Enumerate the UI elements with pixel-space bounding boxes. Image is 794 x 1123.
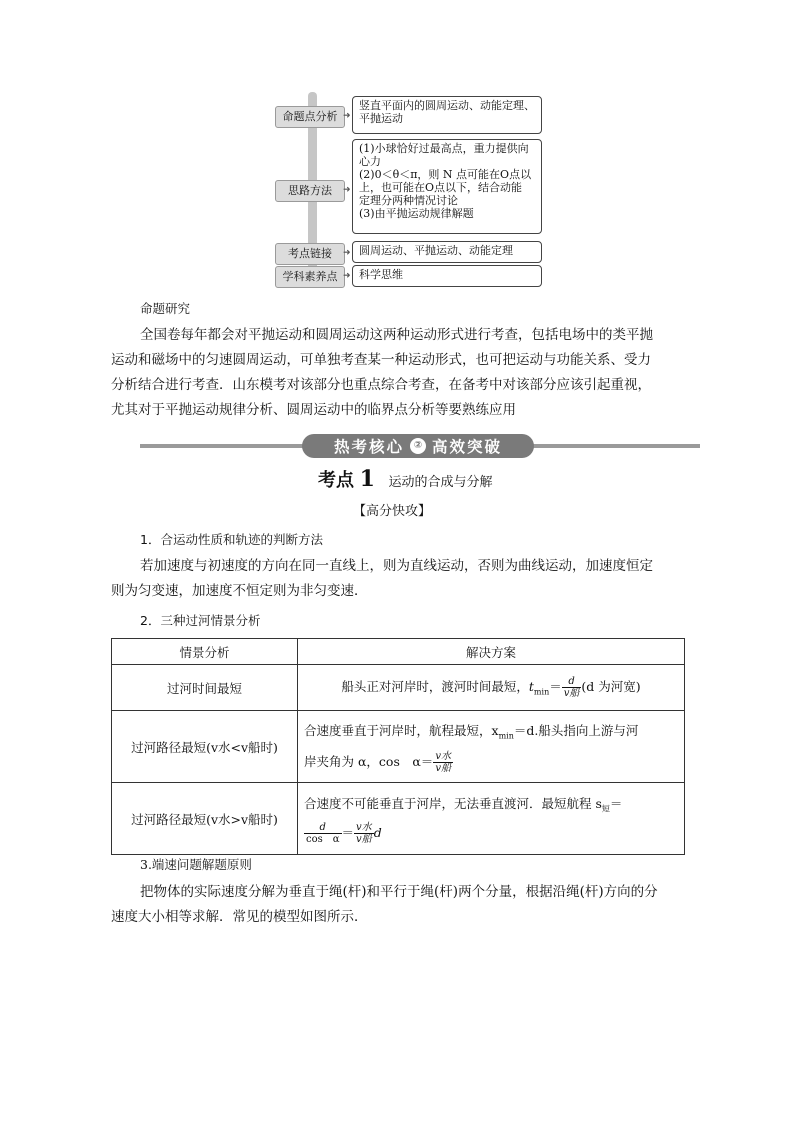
diagram-line: (3)由平抛运动规律解题 xyxy=(359,207,474,220)
solution-line xyxy=(304,749,678,775)
research-line: 全国卷每年都会对平抛运动和圆周运动这两种运动形式进行考查，包括电场中的类平抛 xyxy=(140,327,653,343)
point1-line: 则为匀变速，加速度不恒定则为非匀变速． xyxy=(111,583,368,599)
fraction xyxy=(354,822,374,845)
table-cell-solution xyxy=(298,711,685,783)
diagram-tag-literacy: 学科素养点 xyxy=(275,266,345,288)
diagram-box-method xyxy=(352,139,542,234)
solution-text: 船头正对河岸时，渡河时间最短， xyxy=(341,679,529,694)
point1-heading: 1．合运动性质和轨迹的判断方法 xyxy=(140,532,323,547)
symbol-sub: min xyxy=(533,687,550,697)
solution-line xyxy=(304,821,678,845)
diagram-line: 定理分两种情况讨论 xyxy=(359,194,458,207)
diagram-tag-method: 思路方法 xyxy=(275,180,345,202)
arrow-icon: ➜ xyxy=(343,248,351,258)
river-crossing-table xyxy=(111,638,685,855)
symbol-d: d xyxy=(373,825,382,841)
banner-left: 热考核心 xyxy=(333,438,404,456)
table-row xyxy=(112,783,685,855)
solution-text: 岸夹角为 α，cos α＝ xyxy=(304,754,434,770)
solution-text: ＝ xyxy=(609,795,623,811)
table-cell-solution xyxy=(298,783,685,855)
research-line: 尤其对于平抛运动规律分析、圆周运动中的临界点分析等要熟练应用 xyxy=(111,402,516,418)
diagram-box-link xyxy=(352,241,542,263)
arrow-icon: ➜ xyxy=(343,111,351,121)
section-title: 运动的合成与分解 xyxy=(388,475,493,490)
table-header: 解决方案 xyxy=(298,639,685,665)
point2-heading: 2．三种过河情景分析 xyxy=(140,613,261,628)
fraction-den: v船 xyxy=(435,763,451,775)
table-header: 情景分析 xyxy=(112,639,298,665)
point1-line: 若加速度与初速度的方向在同一直线上，则为直线运动，否则为曲线运动，加速度恒定 xyxy=(140,558,653,574)
diagram-tag-analysis: 命题点分析 xyxy=(275,106,345,128)
arrow-icon: ➜ xyxy=(343,271,351,281)
section-heading xyxy=(318,466,492,492)
diagram-line: 圆周运动、平抛运动、动能定理 xyxy=(359,244,513,257)
fraction-num: d xyxy=(562,676,582,688)
table-row xyxy=(112,665,685,711)
research-body xyxy=(111,323,711,423)
fraction xyxy=(433,751,453,774)
point3-line: 把物体的实际速度分解为垂直于绳(杆)和平行于绳(杆)两个分量，根据沿绳(杆)方向的分 xyxy=(140,884,658,900)
symbol-sub: 短 xyxy=(601,804,610,814)
solution-line xyxy=(304,718,678,750)
section-banner xyxy=(302,434,534,458)
research-line: 运动和磁场中的匀速圆周运动，可单独考查某一种运动形式，也可把运动与功能关系、受力 xyxy=(111,352,651,368)
diagram-tag-link: 考点链接 xyxy=(275,243,345,265)
point3-body xyxy=(111,880,711,930)
fraction-den: v船 xyxy=(563,688,580,699)
section-subtitle: 【高分快攻】 xyxy=(353,504,432,519)
symbol-t: t xyxy=(528,679,534,694)
table-cell-scene: 过河路径最短(v水>v船时) xyxy=(112,783,298,855)
table-cell-solution xyxy=(298,665,685,711)
fraction-num: v水 xyxy=(435,751,451,763)
diagram-line: (1)小球恰好过最高点，重力提供向 xyxy=(359,142,529,155)
fraction xyxy=(562,676,582,699)
research-title: 命题研究 xyxy=(140,301,191,316)
arrow-icon: ➜ xyxy=(343,185,351,195)
fraction-num: v水 xyxy=(356,822,372,834)
section-number: 1 xyxy=(359,466,375,492)
fraction-den: v船 xyxy=(356,834,372,846)
equals: ＝ xyxy=(549,679,562,694)
diagram-box-analysis xyxy=(352,96,542,134)
table-row xyxy=(112,711,685,783)
diagram-line: 平抛运动 xyxy=(359,112,403,125)
table-cell-scene: 过河路径最短(v水<v船时) xyxy=(112,711,298,783)
section-prefix: 考点 xyxy=(318,470,354,491)
solution-text: (d 为河宽) xyxy=(581,679,641,694)
solution-text: 合速度不可能垂直于河岸，无法垂直渡河．最短航程 s xyxy=(304,795,602,811)
point1-body xyxy=(111,554,711,604)
banner-number-icon: ② xyxy=(410,438,426,454)
research-line: 分析结合进行考查．山东模考对该部分也重点综合考查，在备考中对该部分应该引起重视， xyxy=(111,377,651,393)
fraction xyxy=(304,822,342,845)
diagram-line: 上，也可能在O点以下，结合动能 xyxy=(359,181,523,194)
symbol-sub: min xyxy=(498,731,514,741)
point3-line: 速度大小相等求解．常见的模型如图所示． xyxy=(111,909,368,925)
solution-line xyxy=(304,792,678,822)
diagram-box-literacy xyxy=(352,265,542,287)
diagram-line: 科学思维 xyxy=(359,268,403,281)
solution-text: ＝d.船头指向上游与河 xyxy=(513,722,639,738)
point3-heading: 3.端速问题解题原则 xyxy=(140,857,252,872)
table-cell-scene: 过河时间最短 xyxy=(112,665,298,711)
fraction-den: cos α xyxy=(306,834,340,846)
diagram-line: 心力 xyxy=(359,155,381,168)
fraction-num: d xyxy=(304,822,342,834)
solution-text: 合速度垂直于河岸时，航程最短，x xyxy=(304,722,499,738)
equals: ＝ xyxy=(341,825,355,841)
diagram-line: 竖直平面内的圆周运动、动能定理、 xyxy=(359,99,535,112)
diagram-line: (2)0＜θ＜π，则 N 点可能在O点以 xyxy=(359,168,532,181)
banner-right: 高效突破 xyxy=(432,438,503,456)
